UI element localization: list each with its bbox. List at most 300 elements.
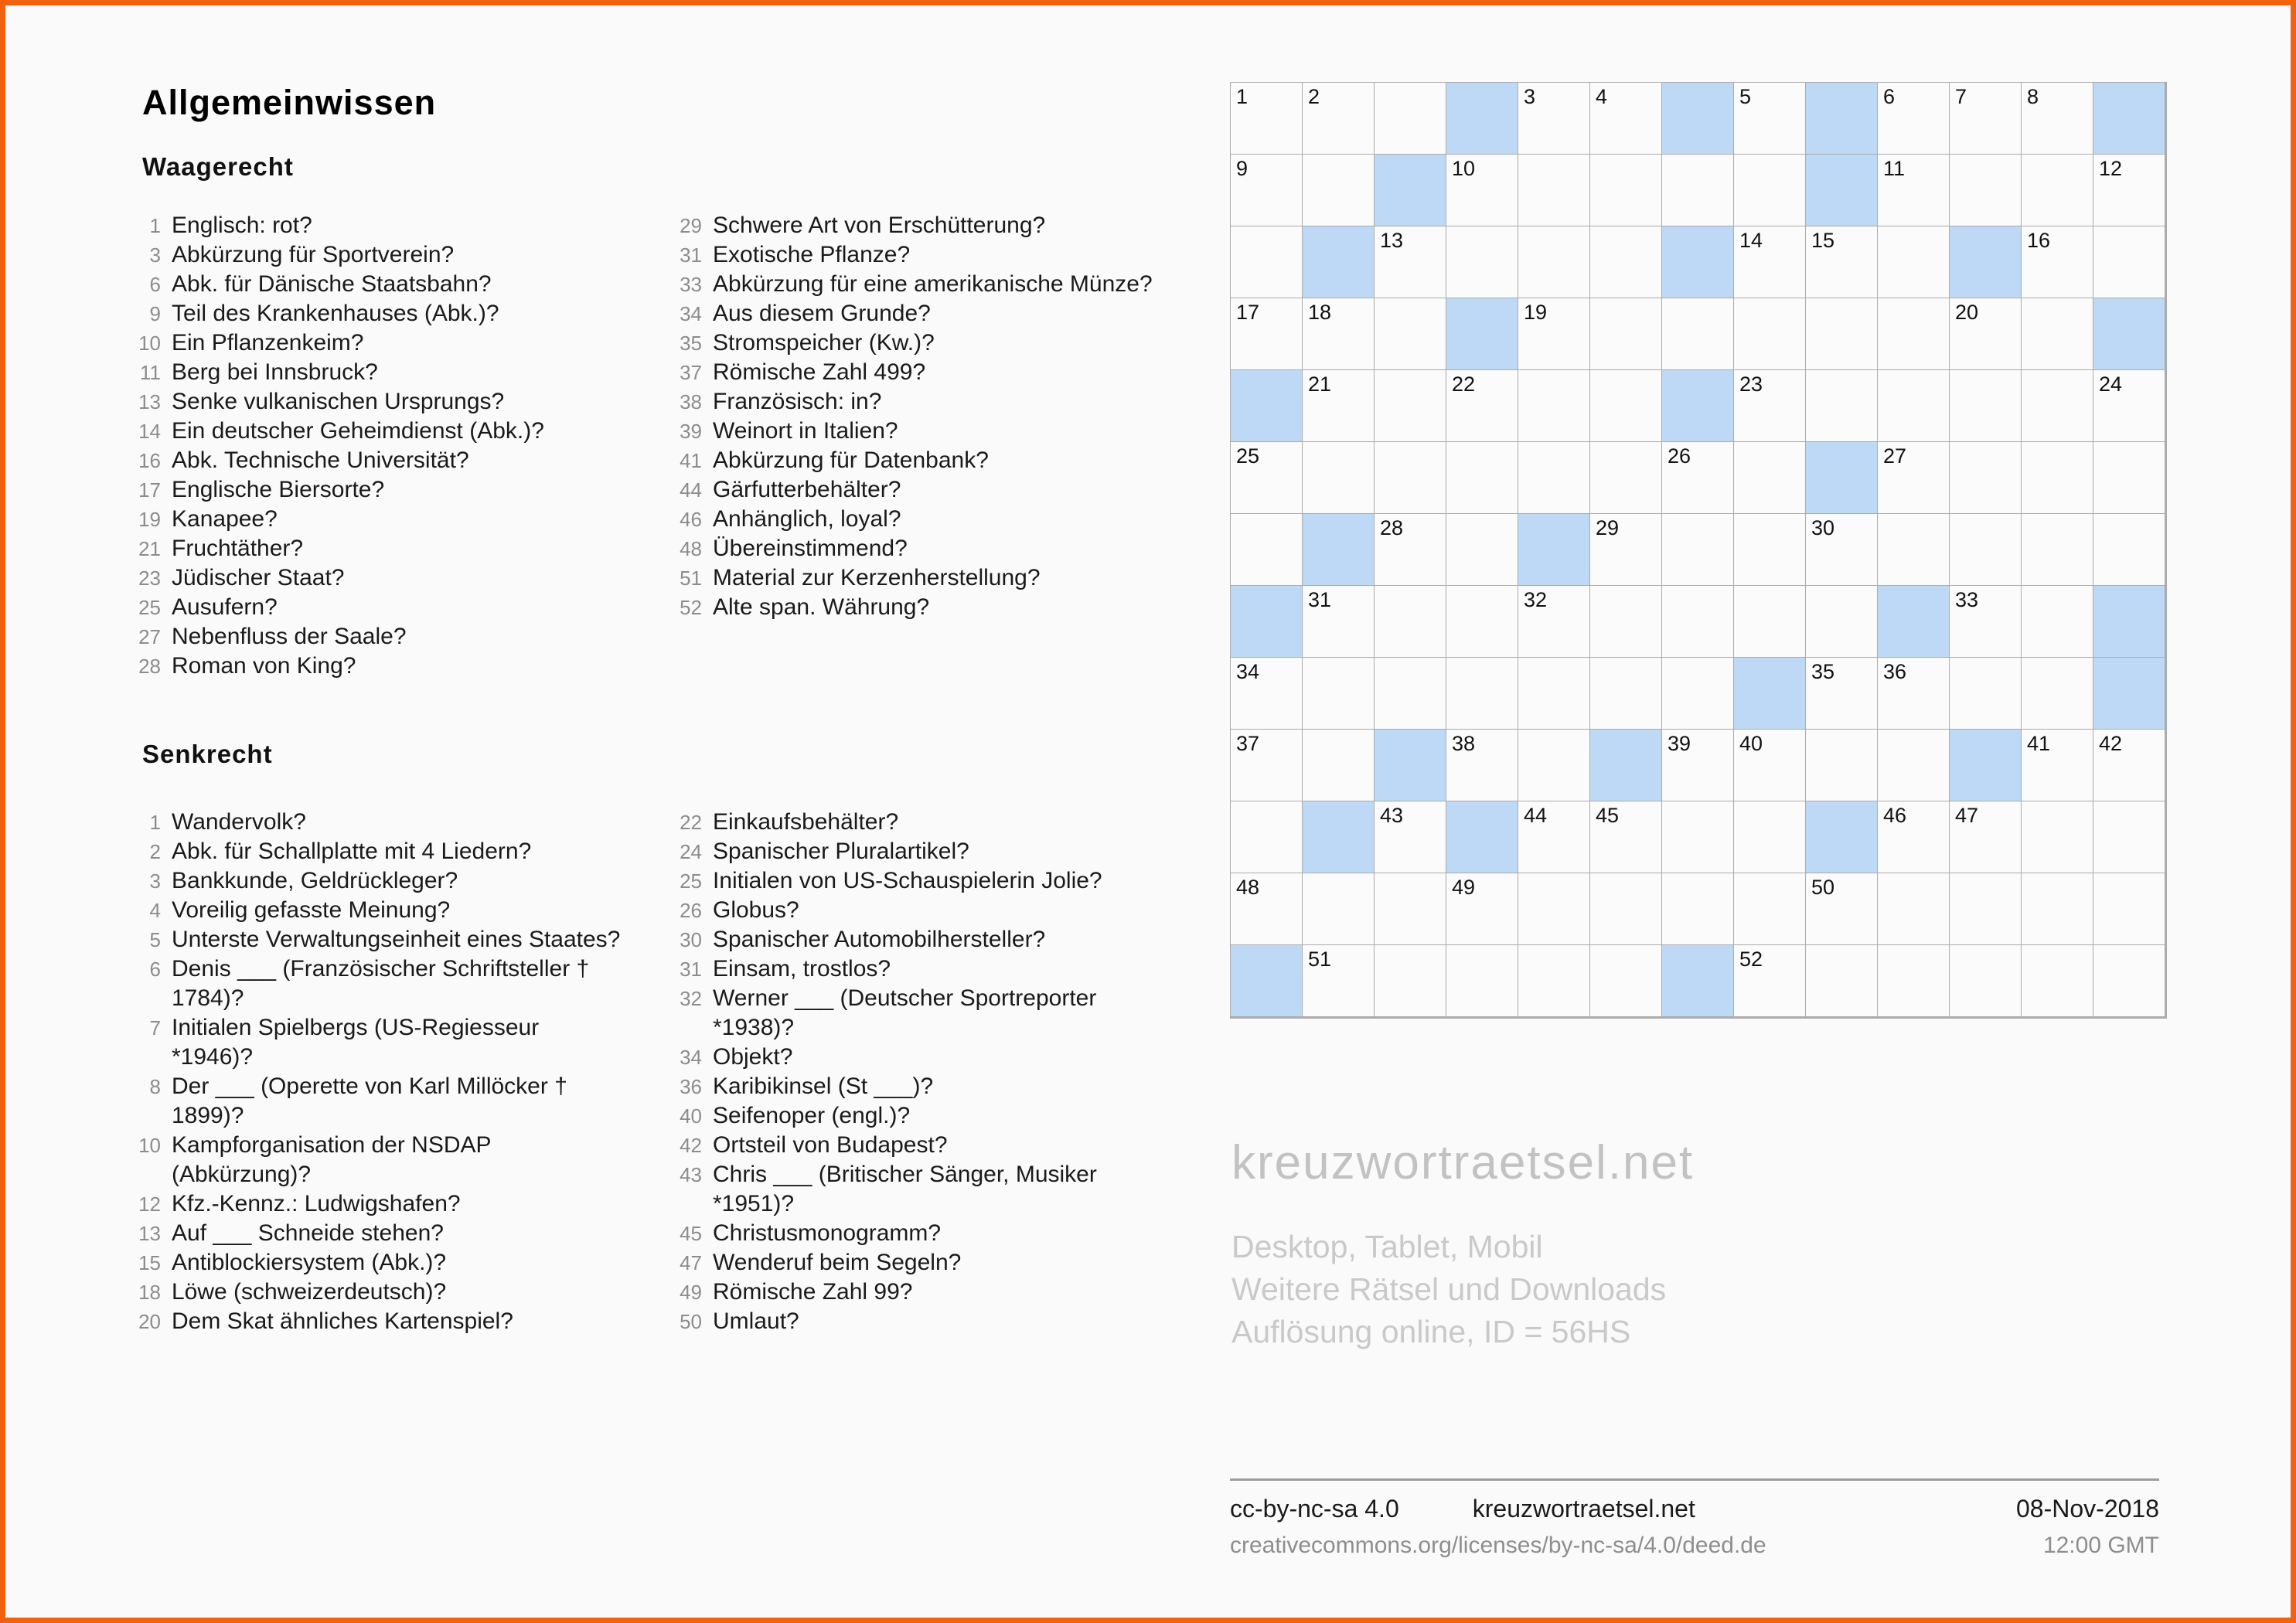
grid-cell[interactable]	[1303, 873, 1374, 944]
grid-cell[interactable]	[1518, 83, 1589, 154]
grid-cell-blocked	[1590, 730, 1661, 801]
grid-cell[interactable]	[2022, 945, 2093, 1016]
clue-number: 33	[680, 273, 702, 296]
grid-cell[interactable]	[2022, 442, 2093, 513]
grid-cell[interactable]	[1446, 873, 1518, 944]
clue-item	[102, 1189, 655, 1219]
clue-text: Abk. für Dänische Staatsbahn?	[172, 271, 492, 297]
clue-text: Ortsteil von Budapest?	[713, 1132, 948, 1158]
grid-cell[interactable]	[1662, 730, 1733, 801]
grid-cell-number: 35	[1811, 660, 1835, 683]
grid-cell[interactable]	[1303, 658, 1374, 729]
clue-number: 40	[680, 1104, 702, 1128]
grid-cell[interactable]	[1734, 442, 1805, 513]
grid-cell[interactable]	[1950, 801, 2021, 873]
clue-number: 31	[680, 243, 702, 267]
clue-item	[643, 240, 1196, 270]
clue-text: Umlaut?	[713, 1308, 799, 1334]
grid-cell[interactable]	[1231, 514, 1302, 585]
clue-item	[102, 1072, 655, 1131]
clue-number: 30	[680, 928, 702, 951]
grid-cell-number: 13	[1380, 229, 1404, 252]
footer-row-1	[1230, 1495, 2159, 1523]
grid-cell[interactable]	[1446, 442, 1518, 513]
grid-cell[interactable]	[1231, 658, 1302, 729]
clue-item	[102, 299, 655, 328]
grid-cell-blocked	[1375, 730, 1446, 801]
clue-text: Bankkunde, Geldrückleger?	[172, 868, 458, 893]
grid-cell[interactable]	[1806, 873, 1877, 944]
clue-number: 42	[680, 1134, 702, 1157]
grid-cell[interactable]	[1590, 586, 1661, 657]
grid-cell-number: 9	[1236, 157, 1248, 180]
clue-item	[643, 387, 1196, 417]
grid-cell[interactable]	[1446, 658, 1518, 729]
clue-text: Abk. für Schallplatte mit 4 Liedern?	[172, 839, 532, 864]
grid-cell-number: 8	[2027, 85, 2039, 108]
clue-number: 39	[680, 420, 702, 443]
clue-number: 13	[138, 1222, 161, 1245]
clue-item	[643, 299, 1196, 328]
grid-cell[interactable]	[1518, 801, 1589, 873]
grid-cell[interactable]	[1231, 226, 1302, 298]
grid-cell[interactable]	[1375, 873, 1446, 944]
grid-cell[interactable]	[1231, 873, 1302, 944]
grid-cell-number: 46	[1883, 804, 1907, 827]
grid-cell[interactable]	[1878, 873, 1949, 944]
grid-cell[interactable]	[1590, 298, 1661, 369]
clue-number: 23	[138, 567, 161, 590]
grid-cell[interactable]	[2093, 801, 2165, 873]
clue-text: Seifenoper (engl.)?	[713, 1103, 911, 1128]
grid-cell[interactable]	[1303, 298, 1374, 369]
watermark-line: Weitere Rätsel und Downloads	[1231, 1271, 1667, 1307]
grid-cell-blocked	[1662, 370, 1733, 441]
grid-cell[interactable]	[1950, 586, 2021, 657]
grid-cell[interactable]	[2093, 226, 2165, 298]
clue-item	[102, 446, 655, 475]
grid-cell[interactable]	[1590, 873, 1661, 944]
grid-cell[interactable]	[1590, 226, 1661, 298]
grid-cell-number: 19	[1524, 301, 1548, 324]
clue-text: Einsam, trostlos?	[713, 956, 891, 982]
grid-cell-number: 23	[1739, 373, 1763, 396]
clue-number: 51	[680, 567, 702, 590]
clue-text: Gärfutterbehälter?	[713, 477, 901, 502]
grid-cell-number: 5	[1739, 85, 1752, 108]
grid-cell[interactable]	[2022, 514, 2093, 585]
grid-cell-number: 3	[1524, 85, 1536, 108]
grid-cell-blocked	[2093, 586, 2165, 657]
grid-cell[interactable]	[1446, 945, 1518, 1016]
clue-text: Einkaufsbehälter?	[713, 809, 899, 835]
grid-cell[interactable]	[1878, 730, 1949, 801]
clue-item	[102, 475, 655, 505]
grid-cell-blocked	[1662, 83, 1733, 154]
clue-text: Kampforganisation der NSDAP (Abkürzung)?	[172, 1132, 491, 1187]
grid-cell[interactable]	[1734, 801, 1805, 873]
clue-item	[643, 866, 1196, 896]
clue-text: Denis ___ (Französischer Schriftsteller † 1784)?	[172, 956, 590, 1011]
grid-cell[interactable]	[1734, 83, 1805, 154]
grid-cell[interactable]	[1878, 442, 1949, 513]
grid-cell[interactable]	[1231, 801, 1302, 873]
grid-cell[interactable]	[1518, 945, 1589, 1016]
grid-cell-blocked	[2093, 658, 2165, 729]
grid-cell[interactable]	[1734, 945, 1805, 1016]
grid-cell[interactable]	[1518, 658, 1589, 729]
footer-divider	[1230, 1478, 2159, 1481]
clue-text: Englisch: rot?	[172, 213, 312, 238]
grid-cell[interactable]	[1518, 730, 1589, 801]
grid-cell-number: 30	[1811, 516, 1835, 539]
footer	[1230, 1478, 2159, 1559]
clue-number: 49	[680, 1281, 702, 1304]
grid-cell-number: 7	[1955, 85, 1967, 108]
grid-cell[interactable]	[1446, 514, 1518, 585]
grid-cell[interactable]	[1446, 586, 1518, 657]
clue-text: Ein deutscher Geheimdienst (Abk.)?	[172, 418, 544, 444]
grid-cell[interactable]	[1734, 155, 1805, 226]
clue-number: 32	[680, 987, 702, 1010]
grid-cell[interactable]	[1303, 83, 1374, 154]
grid-cell[interactable]	[1950, 298, 2021, 369]
grid-cell[interactable]	[1878, 83, 1949, 154]
watermark-brand: kreuzwortraetsel.net	[1231, 1136, 1695, 1189]
clue-item	[643, 1131, 1196, 1160]
clue-item	[102, 622, 655, 652]
clue-number: 10	[138, 1134, 161, 1157]
clue-item	[102, 837, 655, 866]
grid-cell[interactable]	[1806, 586, 1877, 657]
license-url[interactable]: creativecommons.org/licenses/by-nc-sa/4.0/deed.de	[1230, 1533, 1766, 1558]
clue-number: 37	[680, 361, 702, 384]
across-heading: Waagerecht	[142, 152, 294, 181]
grid-cell[interactable]	[1590, 801, 1661, 873]
clue-text: Senke vulkanischen Ursprungs?	[172, 389, 505, 414]
clue-text: Voreilig gefasste Meinung?	[172, 897, 451, 923]
grid-cell[interactable]	[1950, 370, 2021, 441]
grid-cell-number: 52	[1739, 948, 1763, 971]
grid-cell[interactable]	[1734, 730, 1805, 801]
grid-cell-number: 20	[1955, 301, 1979, 324]
clue-text: Löwe (schweizerdeutsch)?	[172, 1279, 447, 1305]
clue-item	[643, 211, 1196, 240]
grid-cell[interactable]	[1231, 442, 1302, 513]
grid-cell[interactable]	[1446, 226, 1518, 298]
grid-cell-number: 38	[1452, 732, 1476, 755]
grid-cell[interactable]	[1590, 658, 1661, 729]
watermark-lines	[1231, 1226, 1694, 1353]
grid-cell[interactable]	[2093, 442, 2165, 513]
grid-cell-number: 43	[1380, 804, 1404, 827]
grid-cell[interactable]	[1590, 945, 1661, 1016]
grid-cell[interactable]	[1662, 586, 1733, 657]
clue-text: Karibikinsel (St ___)?	[713, 1073, 934, 1099]
grid-cell[interactable]	[1375, 226, 1446, 298]
grid-cell[interactable]	[2022, 873, 2093, 944]
clue-item	[643, 358, 1196, 387]
clue-text: Weinort in Italien?	[713, 418, 898, 444]
across-clues-right	[643, 211, 1196, 622]
grid-cell[interactable]	[1375, 442, 1446, 513]
grid-cell[interactable]	[1303, 586, 1374, 657]
grid-cell[interactable]	[2022, 370, 2093, 441]
grid-cell[interactable]	[2093, 730, 2165, 801]
clue-number: 45	[680, 1222, 702, 1245]
clue-item	[102, 1131, 655, 1189]
clue-item	[643, 417, 1196, 446]
clue-number: 34	[680, 302, 702, 325]
grid-cell[interactable]	[1518, 226, 1589, 298]
clue-text: Antiblockiersystem (Abk.)?	[172, 1250, 447, 1275]
clue-number: 19	[138, 508, 161, 531]
clue-text: Ausufern?	[172, 594, 278, 620]
grid-cell[interactable]	[1878, 155, 1949, 226]
grid-cell-blocked	[1303, 514, 1374, 585]
clue-number: 11	[140, 361, 161, 384]
grid-cell[interactable]	[2093, 514, 2165, 585]
grid-cell-number: 12	[2099, 157, 2123, 180]
grid-cell[interactable]	[1231, 730, 1302, 801]
grid-cell-number: 6	[1883, 85, 1896, 108]
grid-cell[interactable]	[2022, 298, 2093, 369]
grid-cell-number: 48	[1236, 876, 1260, 899]
clue-item	[643, 896, 1196, 925]
grid-cell-blocked	[1662, 945, 1733, 1016]
clue-text: Auf ___ Schneide stehen?	[172, 1220, 444, 1246]
grid-cell[interactable]	[1303, 945, 1374, 1016]
grid-cell-blocked	[1950, 730, 2021, 801]
grid-cell[interactable]	[1806, 945, 1877, 1016]
grid-cell[interactable]	[1231, 155, 1302, 226]
grid-cell[interactable]	[2022, 730, 2093, 801]
grid-cell[interactable]	[1878, 945, 1949, 1016]
clue-text: Exotische Pflanze?	[713, 242, 911, 267]
grid-cell[interactable]	[1446, 155, 1518, 226]
grid-cell[interactable]	[1734, 873, 1805, 944]
watermark-line: Auflösung online, ID = 56HS	[1231, 1314, 1631, 1349]
grid-cell[interactable]	[2022, 658, 2093, 729]
grid-cell[interactable]	[1878, 801, 1949, 873]
grid-cell[interactable]	[2093, 370, 2165, 441]
grid-cell[interactable]	[1590, 442, 1661, 513]
grid-cell[interactable]	[1590, 370, 1661, 441]
grid-cell[interactable]	[1662, 442, 1733, 513]
grid-cell[interactable]	[1878, 226, 1949, 298]
grid-cell-number: 26	[1667, 444, 1691, 468]
grid-cell[interactable]	[2022, 83, 2093, 154]
grid-cell[interactable]	[1878, 514, 1949, 585]
grid-cell[interactable]	[1806, 226, 1877, 298]
clue-item	[643, 1043, 1196, 1072]
time-label: 12:00 GMT	[2042, 1533, 2159, 1558]
grid-cell-number: 47	[1955, 804, 1979, 827]
grid-cell-number: 10	[1452, 157, 1476, 180]
clue-item	[643, 1278, 1196, 1307]
grid-cell[interactable]	[1375, 945, 1446, 1016]
grid-cell-blocked	[1303, 801, 1374, 873]
clue-number: 2	[149, 840, 161, 863]
grid-cell[interactable]	[1878, 298, 1949, 369]
clue-item	[643, 1248, 1196, 1278]
grid-cell-number: 18	[1308, 301, 1332, 324]
clue-number: 52	[680, 596, 702, 619]
clue-number: 44	[680, 478, 702, 502]
grid-cell[interactable]	[1806, 298, 1877, 369]
clue-item	[102, 808, 655, 837]
grid-cell-number: 29	[1596, 516, 1620, 539]
grid-cell[interactable]	[1806, 514, 1877, 585]
grid-cell[interactable]	[1662, 658, 1733, 729]
grid-cell[interactable]	[1231, 83, 1302, 154]
clue-number: 14	[138, 420, 161, 443]
grid-cell[interactable]	[1303, 730, 1374, 801]
clue-number: 38	[680, 390, 702, 413]
grid-cell-blocked	[1231, 370, 1302, 441]
clue-text: Teil des Krankenhauses (Abk.)?	[172, 301, 499, 326]
grid-cell-number: 16	[2027, 229, 2051, 252]
clue-text: Roman von King?	[172, 653, 356, 679]
grid-cell[interactable]	[1375, 370, 1446, 441]
grid-cell[interactable]	[1950, 945, 2021, 1016]
grid-cell[interactable]	[1662, 801, 1733, 873]
grid-cell-blocked	[1806, 155, 1877, 226]
grid-cell-blocked	[1878, 586, 1949, 657]
grid-cell[interactable]	[2022, 226, 2093, 298]
grid-cell[interactable]	[2093, 945, 2165, 1016]
grid-cell[interactable]	[1231, 298, 1302, 369]
grid-cell[interactable]	[1734, 370, 1805, 441]
clue-number: 31	[680, 958, 702, 981]
grid-cell[interactable]	[1806, 370, 1877, 441]
grid-cell[interactable]	[1518, 873, 1589, 944]
grid-cell[interactable]	[1375, 658, 1446, 729]
grid-cell[interactable]	[2022, 586, 2093, 657]
grid-cell[interactable]	[1950, 658, 2021, 729]
clue-text: Fruchtäther?	[172, 536, 304, 561]
clue-number: 4	[149, 899, 161, 922]
clue-number: 20	[138, 1310, 161, 1333]
grid-cell[interactable]	[2093, 873, 2165, 944]
grid-cell[interactable]	[1950, 514, 2021, 585]
clue-number: 1	[149, 214, 161, 237]
clue-item	[643, 328, 1196, 358]
clue-number: 50	[680, 1310, 702, 1333]
clue-item	[643, 837, 1196, 866]
grid-cell-number: 39	[1667, 732, 1691, 755]
grid-cell[interactable]	[2022, 801, 2093, 873]
clue-item	[102, 1278, 655, 1307]
grid-cell[interactable]	[1375, 514, 1446, 585]
grid-cell[interactable]	[1303, 442, 1374, 513]
grid-cell[interactable]	[1518, 155, 1589, 226]
grid-cell[interactable]	[1518, 442, 1589, 513]
clue-item	[102, 896, 655, 925]
clue-item	[102, 866, 655, 896]
grid-cell[interactable]	[1950, 442, 2021, 513]
grid-cell[interactable]	[1446, 370, 1518, 441]
grid-cell-number: 1	[1236, 85, 1248, 108]
clue-number: 36	[680, 1075, 702, 1098]
grid-cell[interactable]	[1662, 298, 1733, 369]
grid-cell[interactable]	[1590, 83, 1661, 154]
clue-item	[102, 925, 655, 954]
grid-cell-number: 17	[1236, 301, 1260, 324]
grid-cell[interactable]	[1518, 370, 1589, 441]
grid-cell[interactable]	[1590, 155, 1661, 226]
grid-cell[interactable]	[2022, 155, 2093, 226]
clue-text: Jüdischer Staat?	[172, 565, 345, 590]
grid-cell[interactable]	[1518, 586, 1589, 657]
grid-cell[interactable]	[1878, 658, 1949, 729]
clue-text: Anhänglich, loyal?	[713, 506, 901, 532]
clue-item	[643, 563, 1196, 593]
grid-cell[interactable]	[1662, 514, 1733, 585]
grid-cell[interactable]	[1806, 658, 1877, 729]
clue-item	[102, 1219, 655, 1248]
date-label: 08-Nov-2018	[2016, 1495, 2159, 1523]
grid-cell[interactable]	[1375, 586, 1446, 657]
grid-cell[interactable]	[1950, 873, 2021, 944]
clue-item	[643, 1219, 1196, 1248]
grid-cell[interactable]	[1303, 370, 1374, 441]
grid-cell[interactable]	[1375, 83, 1446, 154]
grid-cell[interactable]	[1662, 155, 1733, 226]
clue-item	[643, 925, 1196, 954]
grid-cell[interactable]	[1518, 298, 1589, 369]
grid-cell[interactable]	[1590, 514, 1661, 585]
grid-cell-blocked	[1231, 945, 1302, 1016]
grid-cell[interactable]	[1950, 83, 2021, 154]
grid-cell-number: 15	[1811, 229, 1835, 252]
grid-cell[interactable]	[1303, 155, 1374, 226]
grid-cell[interactable]	[1375, 298, 1446, 369]
grid-cell[interactable]	[1806, 730, 1877, 801]
grid-cell-blocked	[2093, 83, 2165, 154]
grid-cell[interactable]	[1878, 370, 1949, 441]
grid-cell[interactable]	[1734, 586, 1805, 657]
grid-cell-number: 40	[1739, 732, 1763, 755]
clue-number: 6	[149, 273, 161, 296]
grid-cell[interactable]	[1734, 514, 1805, 585]
grid-cell[interactable]	[2093, 155, 2165, 226]
grid-cell[interactable]	[1734, 298, 1805, 369]
clue-number: 9	[149, 302, 161, 325]
grid-cell[interactable]	[1734, 226, 1805, 298]
clue-item	[102, 593, 655, 622]
grid-cell-blocked	[1662, 226, 1733, 298]
grid-cell[interactable]	[1375, 801, 1446, 873]
license-label: cc-by-nc-sa 4.0	[1230, 1495, 1399, 1523]
clue-number: 10	[138, 332, 161, 355]
clue-item	[643, 505, 1196, 534]
clue-number: 43	[680, 1163, 702, 1186]
clue-number: 35	[680, 332, 702, 355]
grid-cell[interactable]	[1950, 155, 2021, 226]
clue-item	[643, 1160, 1196, 1219]
clue-text: Ein Pflanzenkeim?	[172, 330, 364, 356]
clue-text: Werner ___ (Deutscher Sportreporter *1938)?	[713, 985, 1097, 1040]
clue-text: Objekt?	[713, 1044, 793, 1070]
grid-cell[interactable]	[1446, 730, 1518, 801]
watermark	[1231, 1135, 1694, 1353]
grid-cell[interactable]	[1662, 873, 1733, 944]
clue-number: 26	[680, 899, 702, 922]
clue-text: Initialen Spielbergs (US-Regiesseur *1946)?	[172, 1015, 540, 1070]
clue-number: 5	[149, 928, 161, 951]
clue-item	[102, 505, 655, 534]
